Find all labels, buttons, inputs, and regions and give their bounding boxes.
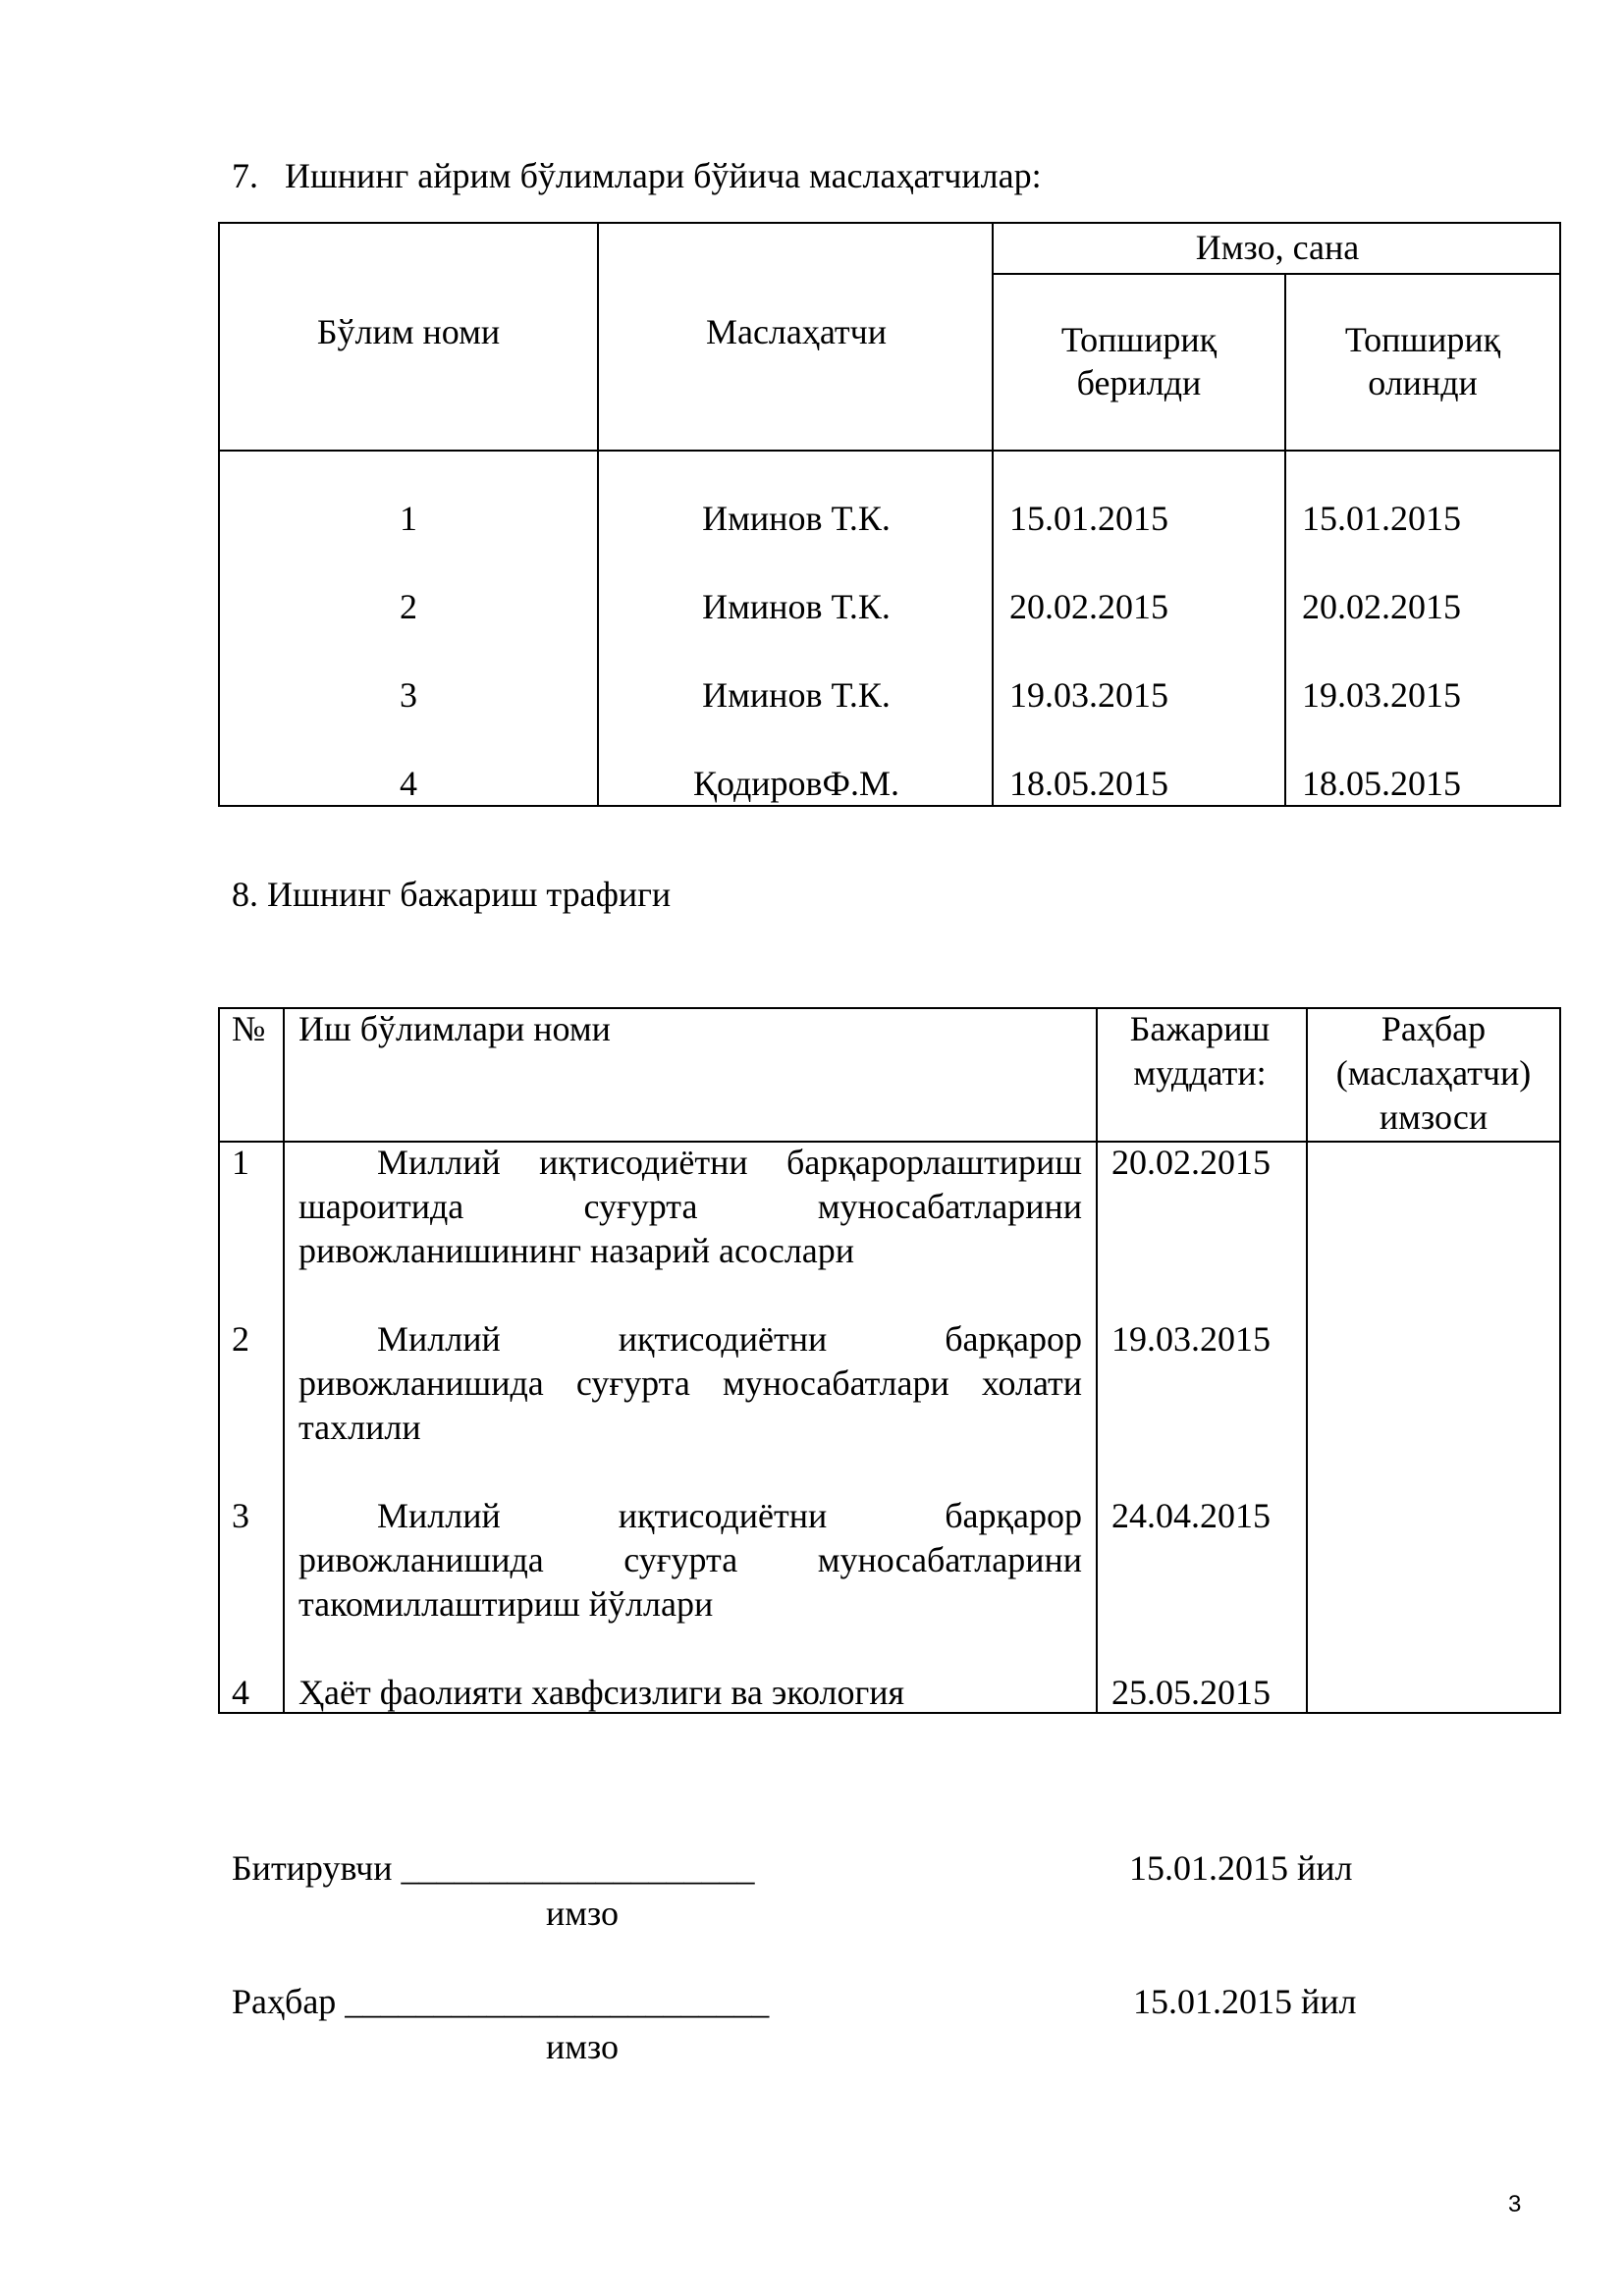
table-border: [1284, 273, 1286, 807]
row-number: 2: [400, 587, 417, 626]
supervisor-signature-caption: имзо: [546, 2027, 620, 2066]
row-consultant: Иминов Т.К.: [702, 675, 891, 715]
row-number: 2: [232, 1319, 249, 1359]
row-task-received: 18.05.2015: [1302, 764, 1461, 803]
row-consultant: ҚодировФ.М.: [692, 764, 899, 803]
table-border: [283, 1007, 285, 1714]
header-section-name: Иш бўлимлари номи: [298, 1009, 611, 1048]
table-border: [218, 1007, 220, 1714]
schedule-table: [218, 1007, 1561, 1714]
row-number: 4: [232, 1673, 249, 1712]
table-border: [1306, 1007, 1308, 1714]
row-task-given: 20.02.2015: [1009, 587, 1168, 626]
row-task-given: 18.05.2015: [1009, 764, 1168, 803]
row-number: 4: [400, 764, 417, 803]
row-consultant: Иминов Т.К.: [702, 499, 891, 538]
row-section-name: Миллий иқтисодиётни барқарор ривожланишида суғурта муносабатлари холати тахлили: [298, 1319, 1082, 1447]
table-border: [1559, 222, 1561, 807]
row-number: 3: [232, 1496, 249, 1535]
row-section-name: Миллий иқтисодиётни барқарор ривожланишида суғурта муносабатларини такомиллаштириш йўллари: [298, 1496, 1082, 1624]
row-section-name: Ҳаёт фаолияти хавфсизлиги ва экология: [298, 1673, 905, 1712]
row-deadline: 20.02.2015: [1111, 1143, 1271, 1182]
table-border: [218, 805, 1561, 807]
row-task-received: 20.02.2015: [1302, 587, 1461, 626]
row-deadline: 25.05.2015: [1111, 1673, 1271, 1712]
row-deadline: 19.03.2015: [1111, 1319, 1271, 1359]
row-number: 3: [400, 675, 417, 715]
table-border: [218, 450, 1561, 452]
supervisor-signature-date: 15.01.2015 йил: [1133, 1982, 1357, 2021]
table-border: [992, 273, 1561, 275]
header-section-name: Бўлим номи: [316, 312, 501, 351]
row-task-received: 15.01.2015: [1302, 499, 1461, 538]
row-task-given: 19.03.2015: [1009, 675, 1168, 715]
section-7-title: 7. Ишнинг айрим бўлимлари бўйича маслаҳатчилар:: [232, 156, 1042, 195]
consultants-table: [218, 222, 1561, 807]
graduate-signature-line: Битирувчи ____________________: [232, 1848, 755, 1888]
table-border: [1559, 1007, 1561, 1714]
section-8-title: 8. Ишнинг бажариш трафиги: [232, 875, 672, 914]
header-supervisor-signature: Раҳбар (маслаҳатчи) имзоси: [1335, 1009, 1532, 1137]
table-border: [218, 222, 1561, 224]
row-deadline: 24.04.2015: [1111, 1496, 1271, 1535]
page-number: 3: [1508, 2191, 1522, 2217]
row-number: 1: [232, 1143, 249, 1182]
header-number: №: [232, 1009, 266, 1048]
header-task-given: Топшириқ берилди: [1060, 320, 1218, 402]
graduate-signature-date: 15.01.2015 йил: [1129, 1848, 1353, 1888]
row-task-given: 15.01.2015: [1009, 499, 1168, 538]
header-task-received: Топшириқ олинди: [1344, 320, 1501, 402]
supervisor-signature-line: Раҳбар ________________________: [232, 1982, 770, 2021]
header-signature-date: Имзо, сана: [1195, 228, 1360, 267]
graduate-signature-caption: имзо: [546, 1894, 620, 1933]
header-consultant: Маслаҳатчи: [705, 312, 888, 351]
table-border: [1096, 1007, 1098, 1714]
header-deadline: Бажариш муддати:: [1129, 1009, 1271, 1093]
row-number: 1: [400, 499, 417, 538]
row-section-name: Миллий иқтисодиётни барқарорлаштириш шароитида суғурта муносабатларини ривожланишининг назарий асослари: [298, 1143, 1082, 1270]
row-consultant: Иминов Т.К.: [702, 587, 891, 626]
row-task-received: 19.03.2015: [1302, 675, 1461, 715]
